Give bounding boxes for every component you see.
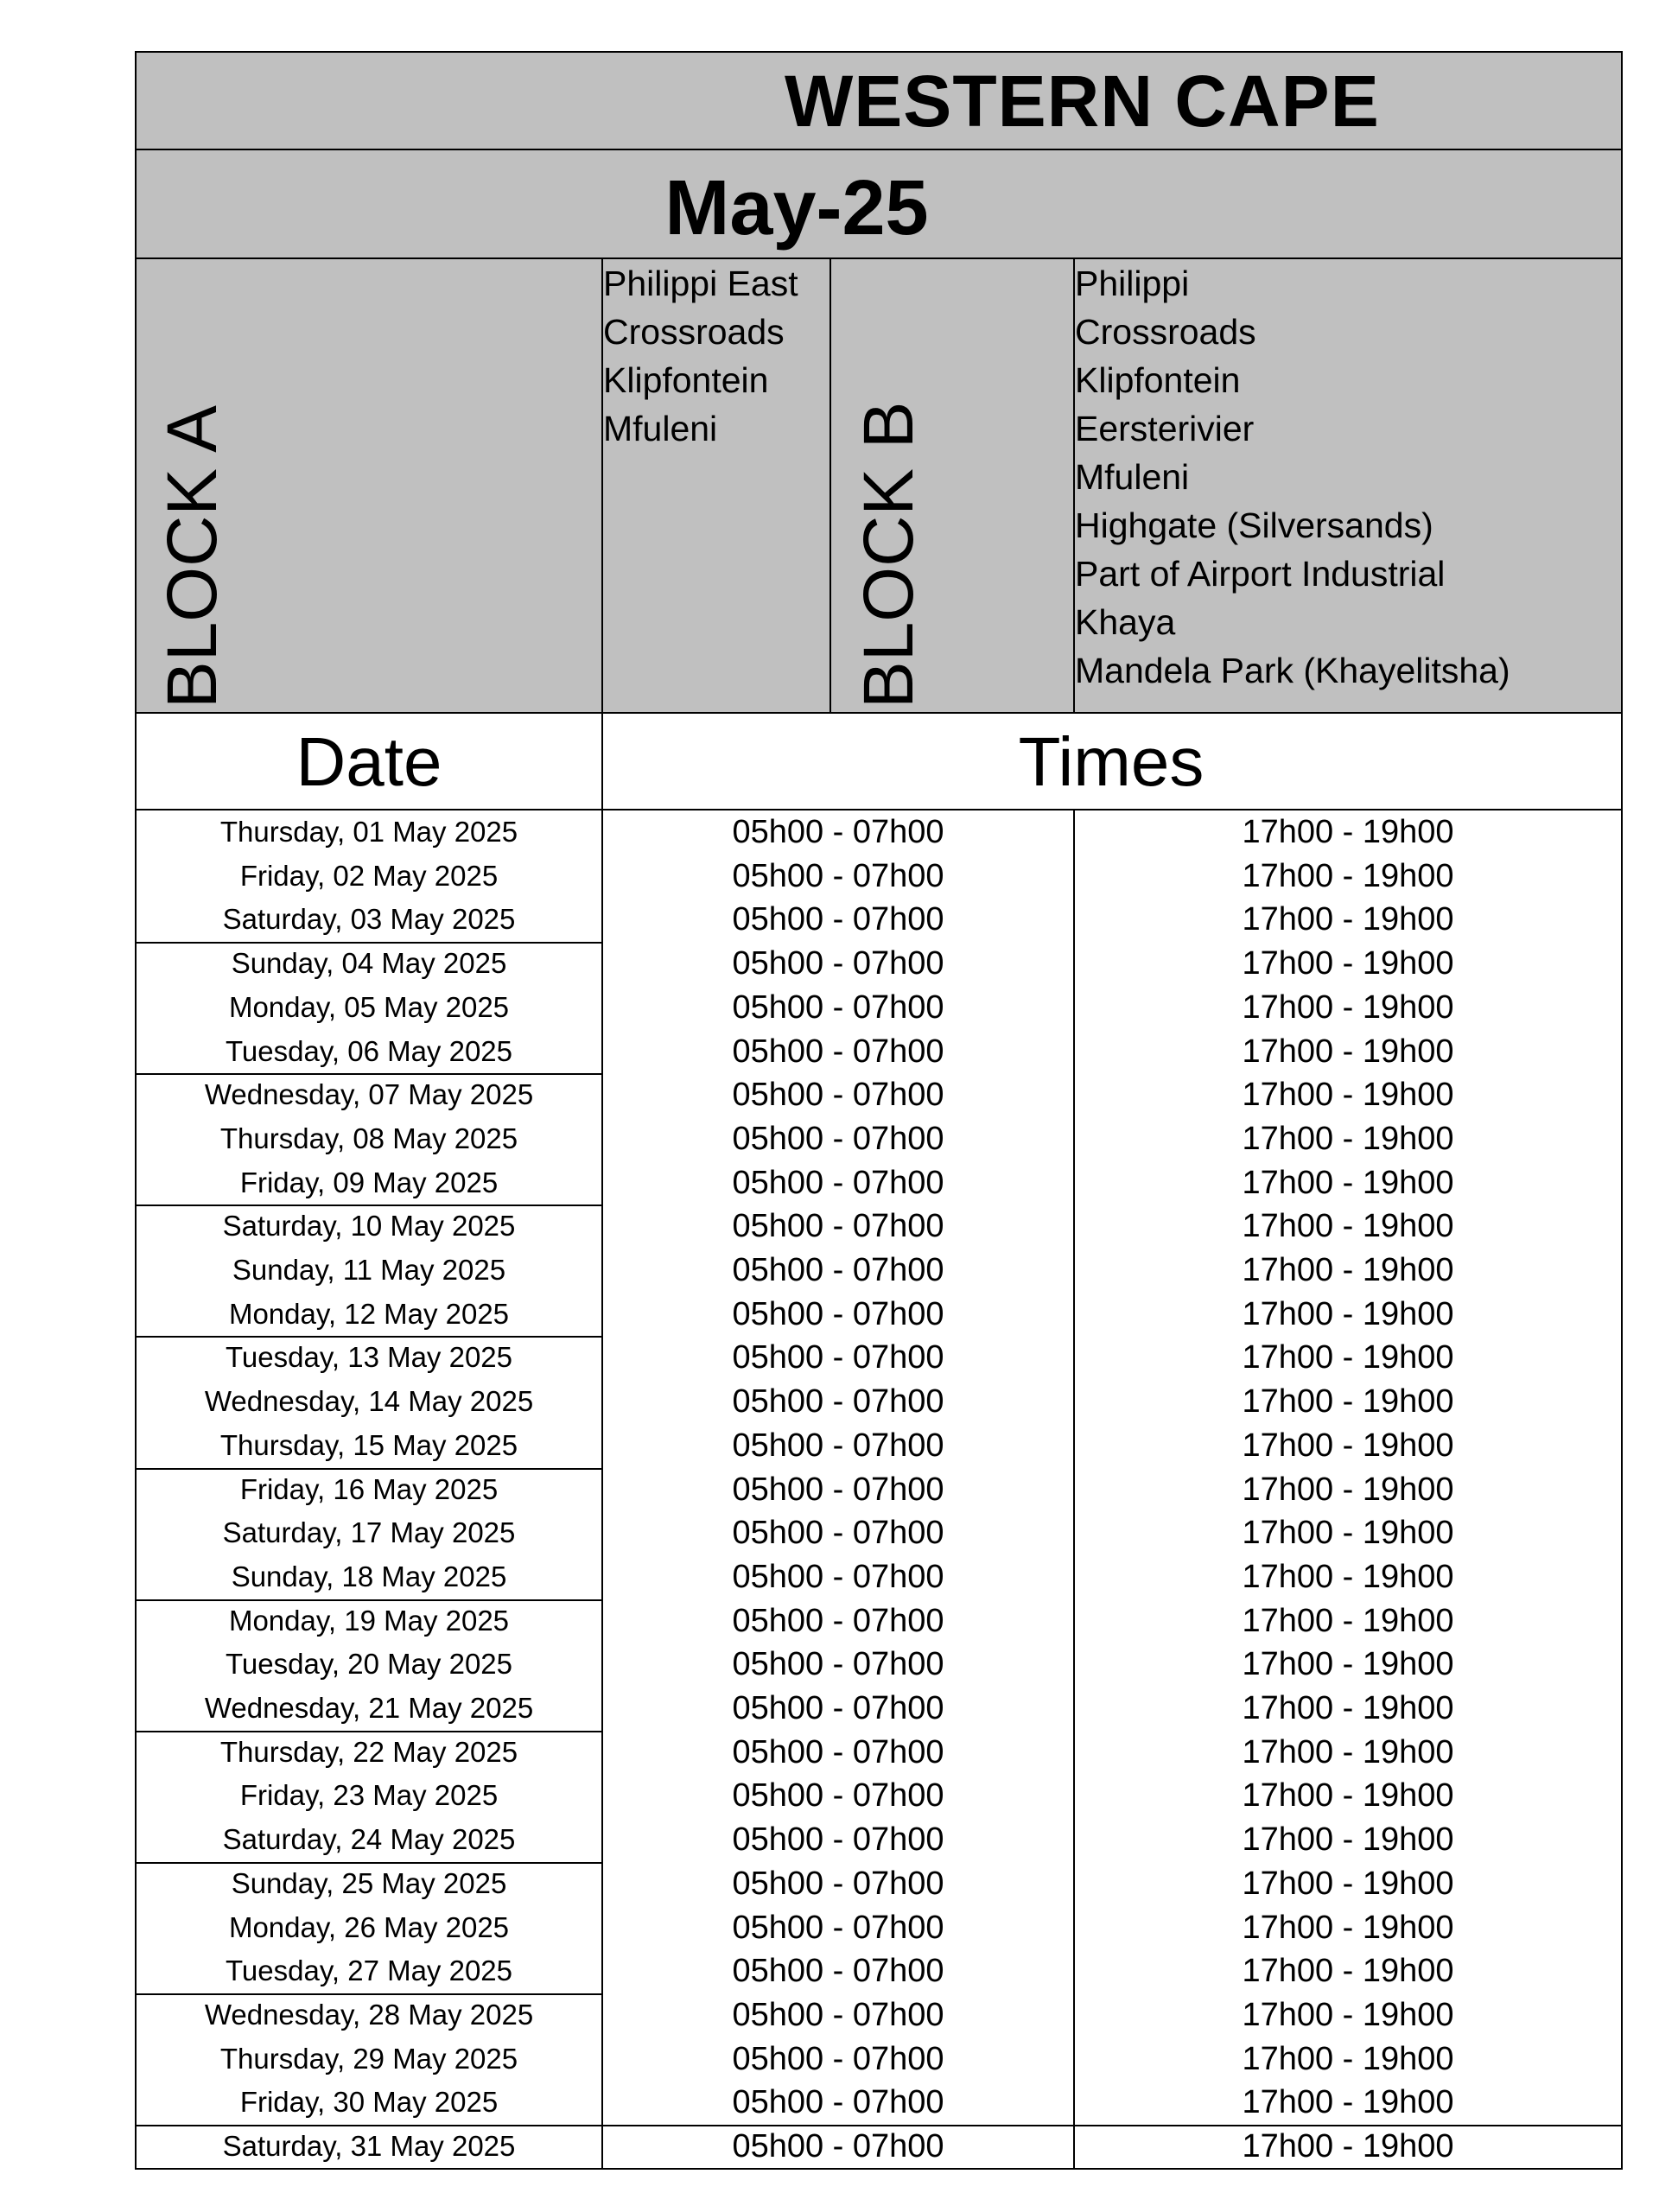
table-row — [137, 1030, 1621, 1074]
row-date: Saturday, 31 May 2025 — [222, 2130, 516, 2162]
row-date: Wednesday, 28 May 2025 — [204, 1998, 534, 2031]
row-date: Sunday, 18 May 2025 — [231, 1560, 507, 1592]
row-slot-b: 17h00 - 19h00 — [1242, 1471, 1454, 1508]
table-row — [137, 2125, 1621, 2169]
row-separator — [137, 1993, 601, 1995]
table-row — [137, 1073, 1621, 1117]
row-separator — [137, 2125, 1621, 2126]
row-separator — [137, 1862, 601, 1864]
row-slot-a: 05h00 - 07h00 — [732, 2128, 944, 2164]
row-slot-b: 17h00 - 19h00 — [1242, 1295, 1454, 1332]
row-slot-a: 05h00 - 07h00 — [732, 945, 944, 982]
row-slot-b: 17h00 - 19h00 — [1242, 1208, 1454, 1245]
row-date: Monday, 19 May 2025 — [228, 1604, 510, 1637]
row-slot-a: 05h00 - 07h00 — [732, 1252, 944, 1288]
table-row — [137, 1774, 1621, 1818]
row-slot-a: 05h00 - 07h00 — [732, 1909, 944, 1946]
row-slot-b: 17h00 - 19h00 — [1242, 1953, 1454, 1990]
row-slot-a: 05h00 - 07h00 — [732, 1996, 944, 2033]
row-date: Sunday, 11 May 2025 — [232, 1254, 506, 1286]
block-b-area: Part of Airport Industrial — [1075, 554, 1446, 594]
block-a-area: Philippi East — [603, 264, 798, 303]
row-slot-a: 05h00 - 07h00 — [732, 1471, 944, 1508]
region-title-row — [137, 53, 1621, 150]
row-slot-a: 05h00 - 07h00 — [732, 1777, 944, 1815]
times-column-header: Times — [1018, 723, 1205, 800]
row-date: Thursday, 08 May 2025 — [219, 1122, 518, 1154]
row-slot-b: 17h00 - 19h00 — [1242, 1865, 1454, 1902]
row-separator — [137, 1468, 601, 1470]
row-slot-a: 05h00 - 07h00 — [732, 988, 944, 1026]
row-slot-a: 05h00 - 07h00 — [732, 1033, 944, 1070]
row-separator — [137, 1599, 601, 1601]
block-b-area: Mfuleni — [1075, 457, 1190, 497]
block-a-area: Crossroads — [603, 312, 785, 352]
table-row — [137, 1818, 1621, 1862]
row-slot-b: 17h00 - 19h00 — [1242, 901, 1454, 938]
row-date: Saturday, 10 May 2025 — [222, 1210, 516, 1243]
row-slot-b: 17h00 - 19h00 — [1242, 2128, 1454, 2164]
row-date: Friday, 30 May 2025 — [239, 2086, 499, 2119]
block-header-row — [137, 259, 1621, 714]
table-row — [137, 2081, 1621, 2125]
table-row — [137, 1731, 1621, 1775]
table-row — [137, 1643, 1621, 1687]
row-slot-b: 17h00 - 19h00 — [1242, 945, 1454, 982]
row-slot-a: 05h00 - 07h00 — [732, 1120, 944, 1157]
row-date: Wednesday, 07 May 2025 — [204, 1078, 534, 1111]
table-row — [137, 942, 1621, 986]
row-date: Saturday, 17 May 2025 — [222, 1516, 516, 1549]
block-b-area: Klipfontein — [1075, 360, 1241, 400]
row-date: Saturday, 24 May 2025 — [222, 1823, 516, 1856]
row-slot-b: 17h00 - 19h00 — [1242, 857, 1454, 894]
row-date: Thursday, 15 May 2025 — [219, 1428, 518, 1461]
row-slot-b: 17h00 - 19h00 — [1242, 1646, 1454, 1683]
row-separator — [137, 1731, 601, 1732]
row-slot-b: 17h00 - 19h00 — [1242, 1909, 1454, 1946]
row-date: Friday, 23 May 2025 — [239, 1779, 499, 1812]
table-row — [137, 986, 1621, 1030]
row-slot-a: 05h00 - 07h00 — [732, 1515, 944, 1552]
month-title-row — [137, 150, 1621, 259]
row-slot-a: 05h00 - 07h00 — [732, 814, 944, 850]
row-slot-b: 17h00 - 19h00 — [1242, 1120, 1454, 1157]
block-b-area: Highgate (Silversands) — [1075, 505, 1433, 545]
table-row — [137, 1117, 1621, 1161]
block-b-label: BLOCK B — [849, 401, 928, 709]
row-date: Monday, 05 May 2025 — [228, 990, 510, 1023]
row-slot-b: 17h00 - 19h00 — [1242, 2040, 1454, 2077]
divider — [830, 259, 831, 712]
table-row — [137, 1161, 1621, 1205]
table-row — [137, 1424, 1621, 1468]
row-slot-b: 17h00 - 19h00 — [1242, 1777, 1454, 1815]
row-date: Tuesday, 13 May 2025 — [225, 1341, 513, 1374]
row-date: Thursday, 22 May 2025 — [219, 1735, 518, 1768]
table-row — [137, 1993, 1621, 2037]
region-title: WESTERN CAPE — [785, 60, 1380, 142]
block-a-label: BLOCK A — [153, 405, 232, 709]
row-slot-b: 17h00 - 19h00 — [1242, 1996, 1454, 2033]
block-b-area: Philippi — [1075, 264, 1190, 303]
table-row — [137, 1511, 1621, 1555]
block-b-area: Eersterivier — [1075, 409, 1255, 448]
table-row — [137, 1293, 1621, 1337]
table-row — [137, 1336, 1621, 1380]
row-date: Sunday, 25 May 2025 — [231, 1866, 507, 1899]
row-separator — [137, 1336, 601, 1338]
row-slot-b: 17h00 - 19h00 — [1242, 1339, 1454, 1376]
row-slot-b: 17h00 - 19h00 — [1242, 1821, 1454, 1859]
row-slot-b: 17h00 - 19h00 — [1242, 1733, 1454, 1770]
row-slot-a: 05h00 - 07h00 — [732, 1558, 944, 1595]
row-slot-a: 05h00 - 07h00 — [732, 857, 944, 894]
row-slot-a: 05h00 - 07h00 — [732, 1208, 944, 1245]
row-slot-b: 17h00 - 19h00 — [1242, 814, 1454, 850]
row-slot-a: 05h00 - 07h00 — [732, 1164, 944, 1201]
row-slot-a: 05h00 - 07h00 — [732, 1733, 944, 1770]
row-date: Tuesday, 20 May 2025 — [225, 1648, 513, 1681]
row-slot-b: 17h00 - 19h00 — [1242, 1690, 1454, 1726]
row-date: Tuesday, 27 May 2025 — [225, 1955, 513, 1987]
table-row — [137, 1205, 1621, 1249]
row-slot-a: 05h00 - 07h00 — [732, 1821, 944, 1859]
row-slot-b: 17h00 - 19h00 — [1242, 1515, 1454, 1552]
row-date: Tuesday, 06 May 2025 — [225, 1034, 513, 1067]
block-b-area-list — [1075, 259, 1510, 695]
table-row — [137, 898, 1621, 942]
row-date: Friday, 09 May 2025 — [239, 1166, 499, 1198]
table-row — [137, 1555, 1621, 1599]
row-slot-a: 05h00 - 07h00 — [732, 1953, 944, 1990]
row-slot-a: 05h00 - 07h00 — [732, 1427, 944, 1464]
row-slot-a: 05h00 - 07h00 — [732, 1077, 944, 1114]
row-date: Friday, 16 May 2025 — [239, 1472, 499, 1505]
row-slot-b: 17h00 - 19h00 — [1242, 1427, 1454, 1464]
block-b-area: Crossroads — [1075, 312, 1256, 352]
row-slot-a: 05h00 - 07h00 — [732, 1602, 944, 1639]
row-slot-b: 17h00 - 19h00 — [1242, 988, 1454, 1026]
row-slot-b: 17h00 - 19h00 — [1242, 1033, 1454, 1070]
block-a-area: Mfuleni — [603, 409, 718, 448]
row-slot-b: 17h00 - 19h00 — [1242, 1077, 1454, 1114]
block-a-area-list — [603, 259, 798, 453]
table-row — [137, 1862, 1621, 1906]
row-slot-a: 05h00 - 07h00 — [732, 2084, 944, 2121]
row-date: Saturday, 03 May 2025 — [222, 903, 516, 936]
row-date: Friday, 02 May 2025 — [239, 859, 499, 892]
block-a-area: Klipfontein — [603, 360, 769, 400]
row-slot-a: 05h00 - 07h00 — [732, 1383, 944, 1421]
row-slot-b: 17h00 - 19h00 — [1242, 2084, 1454, 2121]
table-row — [137, 1599, 1621, 1643]
row-slot-b: 17h00 - 19h00 — [1242, 1252, 1454, 1288]
row-date: Monday, 12 May 2025 — [228, 1297, 510, 1330]
row-slot-a: 05h00 - 07h00 — [732, 1865, 944, 1902]
table-row — [137, 1906, 1621, 1950]
row-date: Sunday, 04 May 2025 — [231, 947, 507, 980]
block-b-area: Mandela Park (Khayelitsha) — [1075, 651, 1510, 690]
row-slot-b: 17h00 - 19h00 — [1242, 1602, 1454, 1639]
row-slot-a: 05h00 - 07h00 — [732, 2040, 944, 2077]
table-row — [137, 1380, 1621, 1424]
table-row — [137, 2037, 1621, 2082]
table-row — [137, 1949, 1621, 1993]
row-slot-a: 05h00 - 07h00 — [732, 1646, 944, 1683]
loadshedding-schedule-sheet — [135, 51, 1623, 2170]
row-slot-a: 05h00 - 07h00 — [732, 1295, 944, 1332]
row-slot-a: 05h00 - 07h00 — [732, 1690, 944, 1726]
column-header-row — [137, 714, 1621, 810]
row-date: Thursday, 01 May 2025 — [219, 816, 518, 848]
row-slot-b: 17h00 - 19h00 — [1242, 1164, 1454, 1201]
row-slot-b: 17h00 - 19h00 — [1242, 1558, 1454, 1595]
row-date: Wednesday, 21 May 2025 — [204, 1692, 534, 1724]
row-date: Thursday, 29 May 2025 — [219, 2042, 518, 2075]
date-column-header: Date — [296, 723, 442, 800]
table-row — [137, 1687, 1621, 1731]
schedule-table — [137, 810, 1621, 2168]
table-row — [137, 1468, 1621, 1512]
row-slot-b: 17h00 - 19h00 — [1242, 1383, 1454, 1421]
table-row — [137, 1249, 1621, 1293]
table-row — [137, 810, 1621, 855]
row-separator — [137, 1073, 601, 1075]
block-b-area: Khaya — [1075, 602, 1176, 642]
table-row — [137, 855, 1621, 899]
row-separator — [137, 942, 601, 944]
row-date: Wednesday, 14 May 2025 — [204, 1385, 534, 1418]
row-slot-a: 05h00 - 07h00 — [732, 1339, 944, 1376]
month-title: May-25 — [664, 165, 929, 251]
row-separator — [137, 1205, 601, 1206]
row-slot-a: 05h00 - 07h00 — [732, 901, 944, 938]
row-date: Monday, 26 May 2025 — [228, 1910, 510, 1943]
